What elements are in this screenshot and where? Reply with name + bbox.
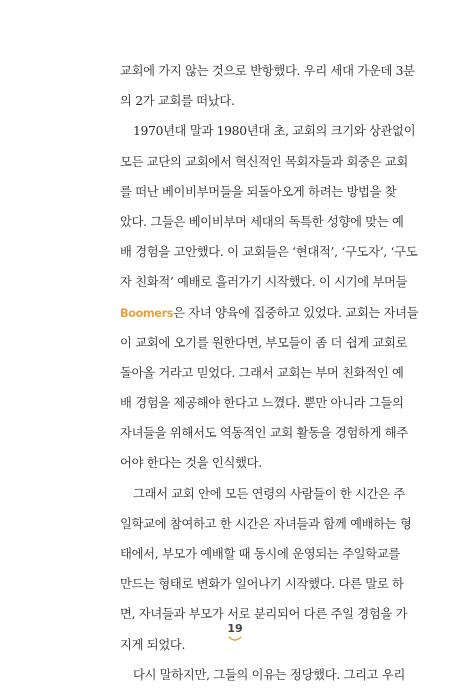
- text-line: 교회에 가지 않는 것으로 반항했다. 우리 세대 가운데 3분: [120, 64, 415, 78]
- page-number: 19: [227, 622, 243, 635]
- text-line-with-term: [120, 298, 419, 328]
- text-line: 지게 되었다.: [120, 637, 186, 652]
- boomers-term: Boomers: [120, 306, 174, 320]
- text-line: 았다. 그들은 베이비부머 세대의 독특한 성향에 맞는 예: [120, 214, 404, 229]
- text-line: 자녀들을 위해서도 역동적인 교회 활동을 경험하게 해주: [120, 426, 408, 441]
- text-line: 를 떠난 베이비부머들을 되돌아오게 하려는 방법을 찾: [120, 184, 397, 199]
- text-line: 만드는 형태로 변화가 일어나기 시작했다. 다른 말로 하: [120, 577, 404, 592]
- text-line: 어야 한다는 것을 인식했다.: [120, 456, 262, 471]
- text-line: 배 경험을 제공해야 한다고 느꼈다. 뿐만 아니라 그들의: [120, 396, 404, 411]
- body-text: [120, 56, 419, 690]
- text-line: 면, 자녀들과 부모가 서로 분리되어 다른 주일 경험을 가: [120, 607, 408, 622]
- text-line: 돌아올 거라고 믿었다. 그래서 교회는 부머 친화적인 예: [120, 365, 404, 380]
- text-line: 태에서, 부모가 예배할 때 동시에 운영되는 주일학교를: [120, 547, 400, 561]
- text-line: 모든 교단의 교회에서 혁신적인 목회자들과 회중은 교회: [120, 154, 408, 169]
- text-line: 의 2가 교회를 떠났다.: [120, 94, 235, 109]
- text-line: 일학교에 참여하고 한 시간은 자녀들과 함께 예배하는 형: [120, 516, 412, 531]
- paragraph-start-line: 1970년대 말과 1980년대 초, 교회의 크기와 상관없이: [133, 124, 416, 139]
- text-line-remainder: 은 자녀 양육에 집중하고 있었다. 교회는 자녀들: [173, 305, 419, 320]
- text-line: 배 경험을 고안했다. 이 교회들은 ‘현대적’, ‘구도자’, ‘구도: [120, 245, 418, 260]
- smile-ornament-icon: [228, 636, 242, 642]
- text-line: 이 교회에 오기를 원한다면, 부모들이 좀 더 쉽게 교회로: [120, 335, 408, 350]
- text-line: 자 친화적’ 예배로 흘러가기 시작했다. 이 시기에 부머들: [120, 275, 408, 290]
- paragraph-start-line: 다시 말하지만, 그들의 이유는 정당했다. 그리고 우리: [133, 667, 406, 682]
- paragraph-start-line: 그래서 교회 안에 모든 연령의 사람들이 한 시간은 주: [133, 486, 406, 501]
